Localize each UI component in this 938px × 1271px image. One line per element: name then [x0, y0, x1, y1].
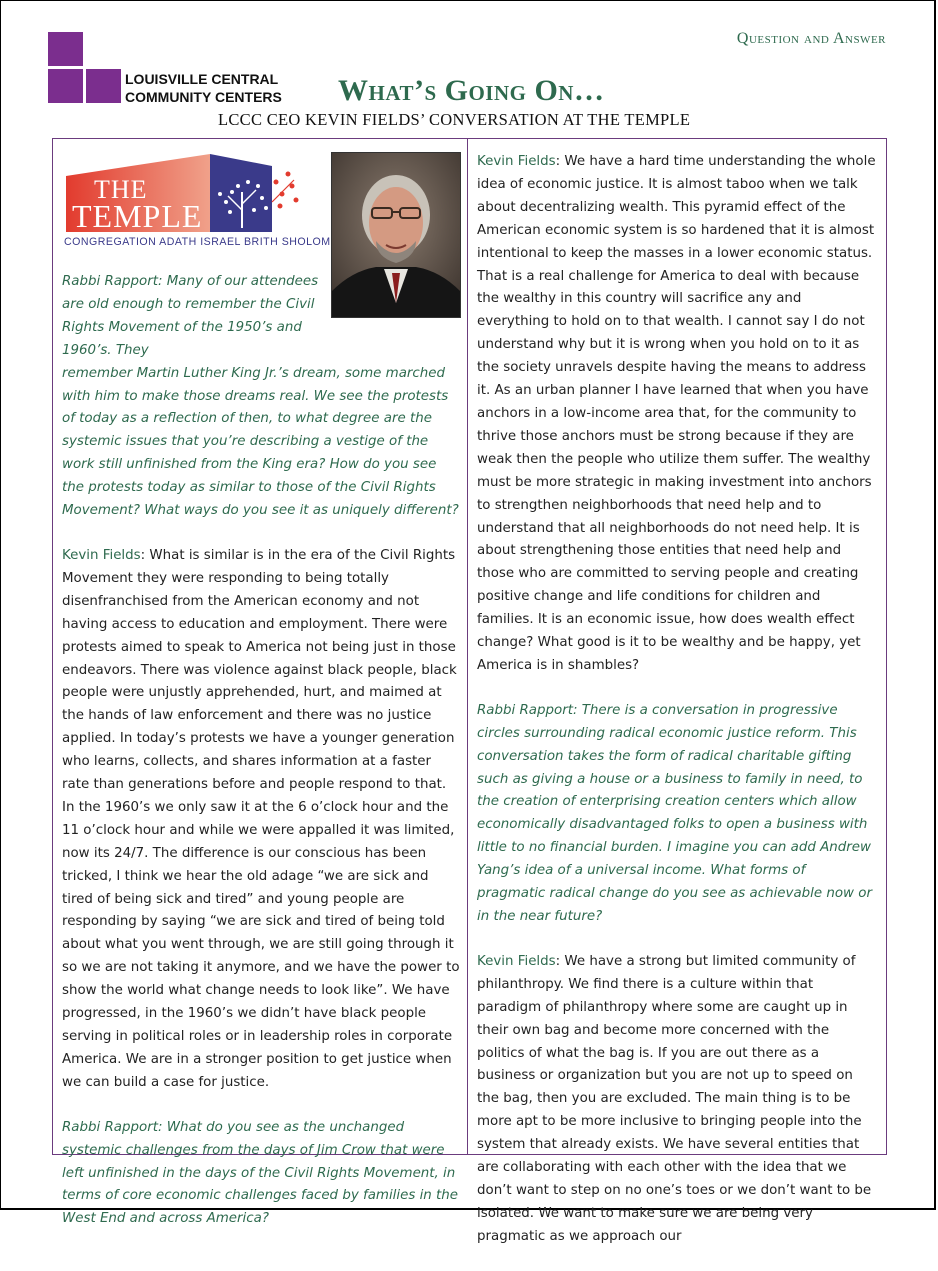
answer-3	[477, 951, 877, 1249]
question-1-lead: Rabbi Rapport: Many of our attendees are old enough to remember the Civil Rights Movement of the 1950’s and 1960’s. They	[62, 274, 319, 358]
lccc-logo-block-top	[48, 32, 83, 66]
temple-word-the: THE	[94, 175, 148, 204]
answer-2-text: : We have a hard time understanding the whole idea of economic justice. It is almost taboo when we talk about decentralizing wealth. This pyramid effect of the American economic system is so hardened that it is almost intentional to keep the masses in a lower economic status. That is a real challenge for America to deal with because the wealthy in this country will sacrifice any and everything to hold on to that wealth. I cannot say I do not understand why but it is wrong when you hold on to it as the society unravels despite having the means to address it. As an urban planner I have learned that when you have anchors in a low-income area that, for the community to thrive those anchors must be strong because if they are weak then the people who utilize them suffer. The wealthy must be more strategic in making investment into anchors to strengthen neighborhoods that need help and to understand that all neighborhoods do not need help. It is about strengthening those entities that need help and those who are committed to serving people and creating positive change and life conditions for children and families. It is an economic issue, how does wealth effect change? What good is it to be wealthy and be happy, yet America is in shambles?	[477, 154, 876, 673]
temple-caption: CONGREGATION ADATH ISRAEL BRITH SHOLOM	[64, 236, 331, 248]
lccc-logo-block-bottom-left	[48, 69, 83, 103]
section-label: Question and Answer	[736, 30, 886, 47]
lccc-logo-block-bottom-right	[86, 69, 121, 103]
page-subtitle: LCCC CEO KEVIN FIELDS’ CONVERSATION AT THE TEMPLE	[218, 110, 691, 129]
question-3: Rabbi Rapport: There is a conversation in progressive circles surrounding radical economic justice reform. This conversation takes the form of radical charitable gifting such as giving a house or a business to family in need, to the creation of enterprising creation centers which allow economically disadvantaged folks to open a business with little to no financial burden. I imagine you can add Andrew Yang’s idea of a universal income. What forms of pragmatic radical change do you see as achievable now or in the near future?	[477, 702, 872, 924]
answer-1-speaker: Kevin Fields	[62, 547, 141, 563]
org-name-line1: LOUISVILLE CENTRAL	[125, 71, 279, 87]
answer-2-speaker: Kevin Fields	[477, 154, 556, 169]
question-1-rest: remember Martin Luther King Jr.’s dream, some marched with him to make those dreams real. We see the protests of today as a reflection of then, to what degree are the systemic issues that you’re describing a vestige of the work still unfinished from the King era? How do you see the protests today as similar to those of the Civil Rights Movement? What ways do you see it as uniquely different?	[62, 365, 459, 519]
column-divider	[467, 138, 468, 1155]
answer-1-text: : What is similar is in the era of the Civil Rights Movement they were responding to being totally disenfranchised from the American economy and not having access to education and employment. There were protests aimed to speak to America not being just in those endeavors. There was violence against black people, black people were unjustly apprehended, hurt, and maimed at the hands of law enforcement and there was no justice applied. In today’s protests we have a younger generation who learns, collects, and shares information at a faster rate than generations before and people respond to that. In the 1960’s we only saw it at the 6 o’clock hour and the 11 o’clock hour and while we were appalled it was limited, now its 24/7. The difference is our conscious has been tricked, I think we hear the old adage “we are sick and tired of being sick and tired” and young people are responding by saying “we are sick and tired of being told about what you went through, we are still going through it so we are not taking it anymore, and we have the power to show the world what change needs to look like”. We have progressed, in the 1960’s we didn’t have black people serving in political roles or in leadership roles in corporate America. We are in a stronger position to get justice when we can build a case for justice.	[62, 547, 460, 1090]
right-column	[477, 151, 877, 1271]
page-title: What’s Going On…	[338, 74, 605, 107]
left-column	[62, 271, 462, 1253]
answer-2	[477, 151, 877, 678]
org-name	[125, 70, 282, 106]
org-name-line2: COMMUNITY CENTERS	[125, 89, 282, 105]
answer-3-text: : We have a strong but limited community of philanthropy. We find there is a culture within that paradigm of philanthropy where some are caught up in their own bag and become more concerned with the politics of what the bag is. If you are out there as a business or organization but you are not up to speed on the bag, then you are excluded. The main thing is to be more apt to be more inclusive to bringing people into the system that already exists. We have several entities that are collaborating with each other with the idea that we don’t want to step on no one’s toes or we don’t want to be isolated. We want to make sure we are being very pragmatic as we approach our	[477, 953, 872, 1244]
question-2: Rabbi Rapport: What do you see as the unchanged systemic challenges from the days of Jim Crow that were left unfinished in the days of the Civil Rights Movement, in terms of core economic challenges faced by families in the West End and across America?	[62, 1119, 459, 1227]
answer-1	[62, 545, 462, 1095]
temple-word-temple: TEMPLE	[72, 198, 203, 234]
answer-3-speaker: Kevin Fields	[477, 953, 556, 969]
question-1	[62, 271, 462, 523]
